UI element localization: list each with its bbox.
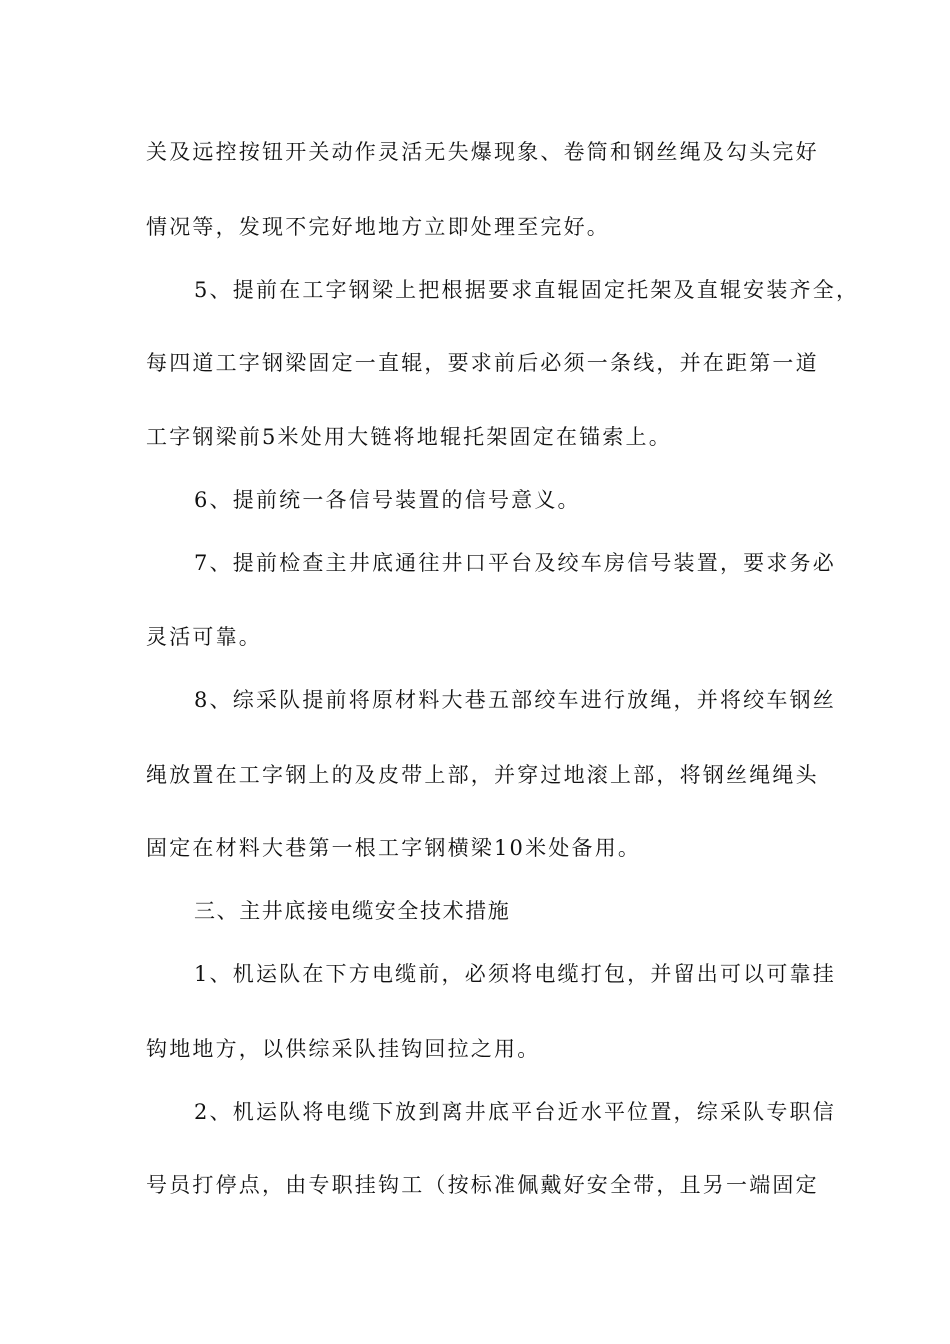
paragraph-6: 6、提前统一各信号装置的信号意义。	[194, 488, 581, 512]
text-line: 钩地地方，以供综采队挂钩回拉之用。	[146, 1037, 541, 1061]
text-line: 固定在材料大巷第一根工字钢横梁10米处备用。	[146, 836, 642, 860]
text-line: 灵活可靠。	[146, 625, 262, 649]
paragraph-1-start: 1、机运队在下方电缆前，必须将电缆打包，并留出可以可靠挂	[194, 962, 836, 986]
text-line: 工字钢梁前5米处用大链将地辊托架固定在锚索上。	[146, 425, 672, 449]
text-line: 每四道工字钢梁固定一直辊，要求前后必须一条线，并在距第一道	[146, 351, 819, 375]
text-line: 情况等，发现不完好地地方立即处理至完好。	[146, 215, 610, 239]
paragraph-5-start: 5、提前在工字钢梁上把根据要求直辊固定托架及直辊安装齐全，	[194, 278, 860, 302]
text-line: 绳放置在工字钢上的及皮带上部，并穿过地滚上部，将钢丝绳绳头	[146, 763, 819, 787]
section-heading: 三、主井底接电缆安全技术措施	[194, 899, 511, 923]
paragraph-2-start: 2、机运队将电缆下放到离井底平台近水平位置，综采队专职信	[194, 1100, 836, 1124]
paragraph-8-start: 8、综采队提前将原材料大巷五部绞车进行放绳，并将绞车钢丝	[194, 688, 836, 712]
paragraph-7-start: 7、提前检查主井底通往井口平台及绞车房信号装置，要求务必	[194, 551, 836, 575]
text-line: 号员打停点，由专职挂钩工（按标准佩戴好安全带，且另一端固定	[146, 1173, 819, 1197]
text-line: 关及远控按钮开关动作灵活无失爆现象、卷筒和钢丝绳及勾头完好	[146, 140, 819, 164]
